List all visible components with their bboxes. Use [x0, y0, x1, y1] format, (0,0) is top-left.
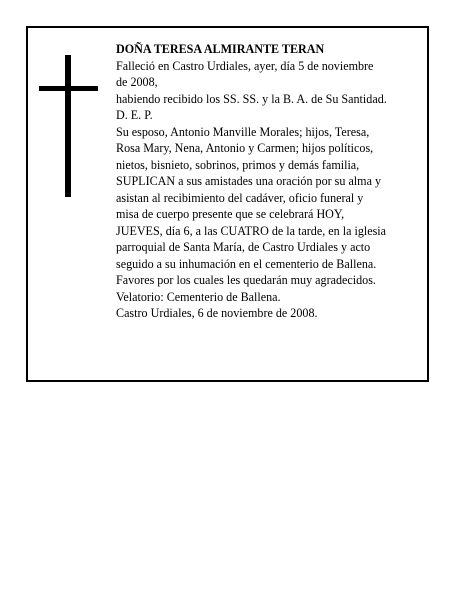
notice-line-request-2: asistan al recibimiento del cadáver, oficio funeral y	[116, 190, 364, 205]
notice-line-request-3: misa de cuerpo presente que se celebrará HOY,	[116, 207, 345, 221]
obituary-text	[116, 41, 426, 322]
cross-vertical-bar	[65, 55, 71, 197]
notice-line-family-3: nietos, bisnieto, sobrinos, primos y demás familia,	[116, 157, 360, 172]
notice-line-rip: D. E. P.	[116, 108, 153, 122]
notice-line-request-1: SUPLICAN a sus amistades una oración por su alma y	[116, 174, 382, 188]
notice-line-ceremony-1: JUEVES, día 6, a las CUATRO de la tarde, en la iglesia	[116, 223, 387, 238]
notice-line-year: de 2008,	[116, 75, 158, 89]
cross-horizontal-bar	[39, 86, 98, 91]
cross-icon	[39, 55, 98, 197]
notice-line-death-date: Falleció en Castro Urdiales, ayer, día 5 de noviembre	[116, 58, 374, 73]
notice-line-family-1: Su esposo, Antonio Manville Morales; hijos, Teresa,	[116, 124, 370, 139]
notice-line-wake: Velatorio: Cementerio de Ballena.	[116, 289, 281, 304]
notice-line-family-2: Rosa Mary, Nena, Antonio y Carmen; hijos políticos,	[116, 141, 374, 155]
notice-line-thanks: Favores por los cuales les quedarán muy agradecidos.	[116, 273, 376, 287]
obituary-notice-frame	[26, 26, 429, 382]
notice-line-place-date: Castro Urdiales, 6 de noviembre de 2008.	[116, 306, 318, 320]
deceased-name-title: DOÑA TERESA ALMIRANTE TERAN	[116, 42, 325, 56]
notice-line-sacraments: habiendo recibido los SS. SS. y la B. A. de Su Santidad.	[116, 91, 387, 106]
notice-line-ceremony-2: parroquial de Santa María, de Castro Urdiales y acto	[116, 240, 371, 254]
notice-line-burial: seguido a su inhumación en el cementerio de Ballena.	[116, 256, 377, 271]
